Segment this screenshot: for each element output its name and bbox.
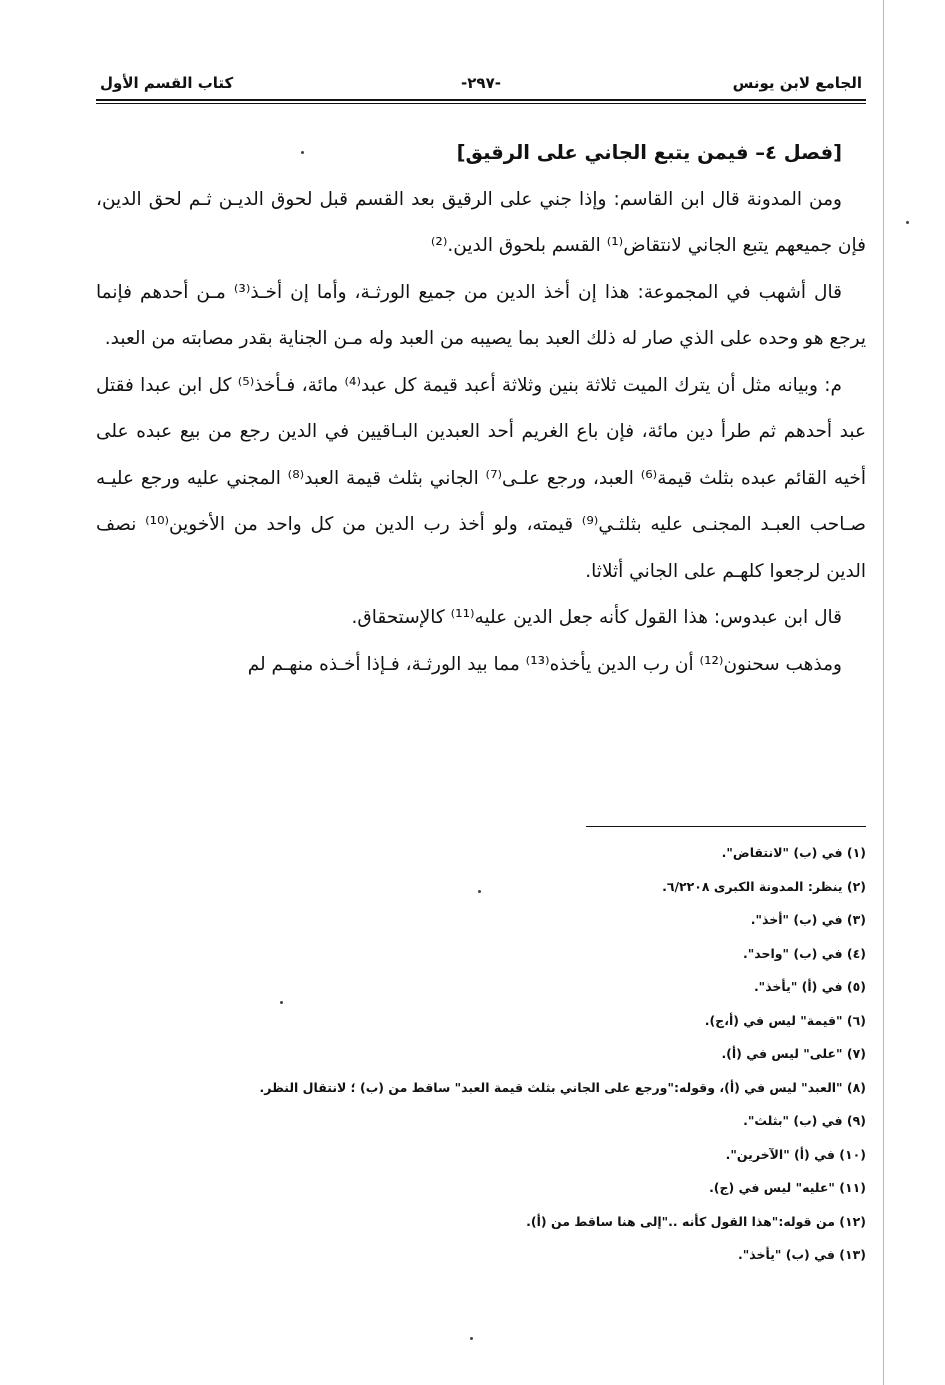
footnote: (٢) ينظر: المدونة الكبرى ٦/٢٢٠٨. bbox=[662, 878, 866, 894]
footnote: (١) في (ب) "لانتقاض". bbox=[721, 845, 866, 860]
chapter-title: كتاب القسم الأول bbox=[100, 74, 234, 92]
footnote: (٨) "العبد" ليس في (أ)، وقوله:"ورجع على الجاني بثلث قيمة العبد" ساقط من (ب) ؛ لانتقال النظر. bbox=[259, 1079, 866, 1095]
paragraph: ومن المدونة قال ابن القاسم: وإذا جني على الرقيق بعد القسم قبل لحوق الديـن ثـم لحق الدين، فإن جميعهم يتبع الجاني لانتقاض⁽¹⁾ القسم بلحوق الدين.⁽²⁾ bbox=[96, 188, 866, 256]
footnote: (٩) في (ب) "بثلث". bbox=[743, 1113, 866, 1128]
footnote: (٣) في (ب) "أخذ". bbox=[750, 912, 866, 927]
header-rule bbox=[96, 99, 866, 104]
footnote: (٤) في (ب) "واحد". bbox=[742, 945, 866, 961]
footnote: (١٠) في (أ) "الآخرين". bbox=[725, 1146, 866, 1162]
scan-speck bbox=[280, 1001, 283, 1004]
scan-speck bbox=[470, 1337, 473, 1340]
scan-speck bbox=[478, 890, 481, 893]
book-title: الجامع لابن يونس bbox=[732, 74, 862, 92]
main-text bbox=[96, 130, 866, 688]
footnote: (٧) "على" ليس في (أ). bbox=[721, 1046, 866, 1061]
scan-speck bbox=[301, 151, 304, 154]
running-header bbox=[100, 74, 862, 98]
footnote-rule bbox=[586, 826, 866, 827]
scan-speck bbox=[906, 221, 909, 224]
paragraph: قال ابن عبدوس: هذا القول كأنه جعل الدين عليه⁽¹¹⁾ كالإستحقاق. bbox=[351, 607, 842, 628]
footnote: (١٢) من قوله:"هذا القول كأنه .."إلى هنا ساقط من (أ). bbox=[526, 1213, 866, 1229]
paragraph: ومذهب سحنون⁽¹²⁾ أن رب الدين يأخذه⁽¹³⁾ مما بيد الورثـة، فـإذا أخـذه منهـم لم bbox=[247, 653, 842, 675]
section-title: [فصل ٤– فيمن يتبع الجاني على الرقيق] bbox=[456, 141, 842, 164]
paragraph: م: وبيانه مثل أن يترك الميت ثلاثة بنين وثلاثة أعبد قيمة كل عبد⁽⁴⁾ مائة، فـأخذ⁽⁵⁾ كل ابن عبدا فقتل عبد أحدهم ثم طرأ دين مائة، فإن باع الغريم أحد العبدين البـاقيين في الدين رجع من بيع عبده على أخيه القائم عبده بثلث قيمة⁽⁶⁾ العبد، ورجع علـى⁽⁷⁾ الجاني بثلث قيمة العبد⁽⁸⁾ المجني عليه ورجع عليـه صـاحب العبـد المجنـى عليه بثلثـي⁽⁹⁾ قيمته، ولو أخذ رب الدين من كل واحد من الأخوين⁽¹⁰⁾ نصف الدين لرجعوا كلهـم على الجاني أثلاثا. bbox=[96, 374, 866, 582]
footnote: (٥) في (أ) "يأخذ". bbox=[753, 979, 866, 994]
footnote: (١١) "عليه" ليس في (ج). bbox=[709, 1180, 866, 1195]
scan-edge-line bbox=[883, 0, 884, 1385]
footnote: (١٣) في (ب) "يأخذ". bbox=[738, 1247, 866, 1262]
footnotes bbox=[150, 841, 866, 1277]
footnote: (٦) "قيمة" ليس في (أ،ج). bbox=[704, 1012, 866, 1028]
paragraph: قال أشهب في المجموعة: هذا إن أخذ الدين من جميع الورثـة، وأما إن أخـذ⁽³⁾ مـن أحدهم فإنما يرجع هو وحده على الذي صار له ذلك العبد بما يصيبه من العبد وله مـن الجناية بقدر مصابته من العبد. bbox=[96, 281, 866, 349]
page-number: -٢٩٧- bbox=[461, 74, 501, 92]
